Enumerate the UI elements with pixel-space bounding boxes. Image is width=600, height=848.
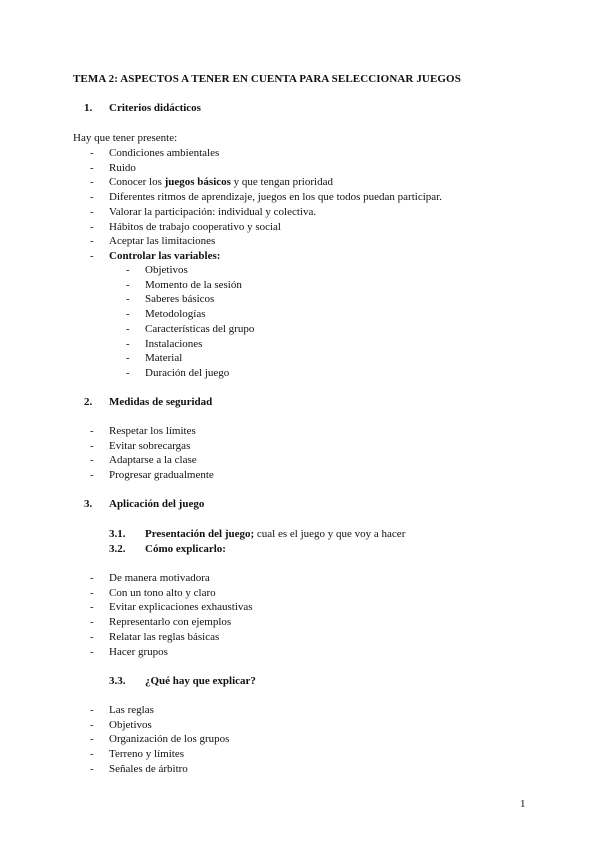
list-dash: - (90, 645, 94, 658)
list-dash: - (90, 586, 94, 599)
list-item: Relatar las reglas básicas (109, 630, 220, 643)
list-dash: - (90, 762, 94, 775)
list-item-text: Hábitos de trabajo cooperativo y social (109, 220, 281, 233)
list-item: Las reglas (109, 704, 154, 716)
list-item (109, 235, 215, 248)
page-number: 1 (520, 798, 526, 810)
list-dash: - (90, 454, 94, 467)
list-item (109, 250, 220, 263)
list-item: Organización de los grupos (109, 733, 230, 746)
list-item-text: Ruido (109, 161, 136, 174)
list-item-bold-text: juegos básicos (164, 176, 231, 189)
section-1-number: 1. (84, 102, 93, 114)
list-item: De manera motivadora (109, 572, 210, 584)
subsection-3-1-number: 3.1. (109, 528, 126, 540)
section-1-heading: Criterios didácticos (109, 102, 201, 114)
subsection-3-1-line (145, 528, 405, 541)
list-item: Señales de árbitro (109, 762, 188, 775)
list-item: Evitar explicaciones exhaustivas (109, 601, 253, 614)
section-3-heading: Aplicación del juego (109, 498, 205, 510)
list-item: Objetivos (109, 718, 152, 731)
list-item: Evitar sobrecargas (109, 439, 191, 452)
list-dash: - (90, 748, 94, 761)
list-item-text: y que tengan prioridad (230, 176, 333, 189)
list-item: Momento de la sesión (145, 278, 242, 291)
list-item: Objetivos (145, 264, 188, 276)
subsection-3-2-heading: Cómo explicarlo: (145, 543, 226, 555)
subsection-3-3-heading: ¿Qué hay que explicar? (145, 675, 256, 687)
list-dash: - (126, 308, 130, 321)
section-2-number: 2. (84, 396, 93, 408)
list-dash: - (90, 220, 94, 233)
list-dash: - (126, 352, 130, 365)
list-item: Metodologías (145, 308, 206, 321)
list-item: Duración del juego (145, 366, 230, 379)
document-title: TEMA 2: ASPECTOS A TENER EN CUENTA PARA SELECCIONAR JUEGOS (73, 73, 461, 85)
list-item (109, 221, 281, 234)
list-item: Hacer grupos (109, 645, 168, 658)
list-item: Representarlo con ejemplos (109, 616, 232, 629)
section-1-intro: Hay que tener presente: (73, 132, 178, 144)
list-item: Instalaciones (145, 337, 203, 350)
list-dash: - (90, 425, 94, 437)
subsection-3-1-heading: Presentación del juego; (145, 528, 255, 540)
list-dash: - (90, 191, 94, 204)
subsection-3-2-number: 3.2. (109, 543, 126, 555)
list-dash: - (90, 630, 94, 643)
list-item: Progresar gradualmente (109, 469, 214, 482)
list-dash: - (90, 718, 94, 731)
list-dash: - (90, 601, 94, 614)
list-dash: - (90, 249, 94, 262)
section-3-number: 3. (84, 498, 93, 510)
list-item: Saberes básicos (145, 293, 215, 306)
list-dash: - (126, 322, 130, 335)
list-dash: - (126, 337, 130, 350)
list-dash: - (90, 147, 94, 159)
list-item: Terreno y límites (109, 748, 184, 761)
list-item-bold-text: Controlar las variables: (109, 249, 221, 262)
subsection-3-3-number: 3.3. (109, 675, 126, 687)
list-dash: - (90, 572, 94, 584)
list-item (109, 206, 316, 219)
list-item: Adaptarse a la clase (109, 454, 197, 467)
list-item (109, 147, 219, 160)
list-dash: - (126, 366, 130, 379)
list-item-text: Valorar la participación: individual y colectiva. (109, 205, 317, 218)
list-item: Respetar los límites (109, 425, 196, 437)
list-item (109, 162, 136, 175)
list-item: Con un tono alto y claro (109, 586, 216, 599)
list-item: Material (145, 352, 183, 365)
list-dash: - (90, 469, 94, 482)
section-2-heading: Medidas de seguridad (109, 396, 213, 408)
list-dash: - (90, 616, 94, 629)
list-item-text: Conocer los (109, 176, 165, 189)
list-item (109, 191, 442, 204)
list-dash: - (126, 293, 130, 306)
list-dash: - (90, 235, 94, 248)
subsection-3-1-text: cual es el juego y que voy a hacer (254, 528, 406, 540)
list-item (109, 176, 333, 189)
list-dash: - (90, 704, 94, 716)
list-dash: - (90, 161, 94, 174)
list-dash: - (90, 205, 94, 218)
list-dash: - (126, 278, 130, 291)
list-item-text: Aceptar las limitaciones (109, 235, 216, 248)
list-dash: - (126, 264, 130, 276)
list-item-text: Diferentes ritmos de aprendizaje, juegos en los que todos puedan participar. (109, 191, 442, 204)
list-dash: - (90, 733, 94, 746)
list-item: Características del grupo (145, 322, 255, 335)
list-dash: - (90, 176, 94, 189)
list-dash: - (90, 439, 94, 452)
list-item-text: Condiciones ambientales (109, 147, 220, 159)
